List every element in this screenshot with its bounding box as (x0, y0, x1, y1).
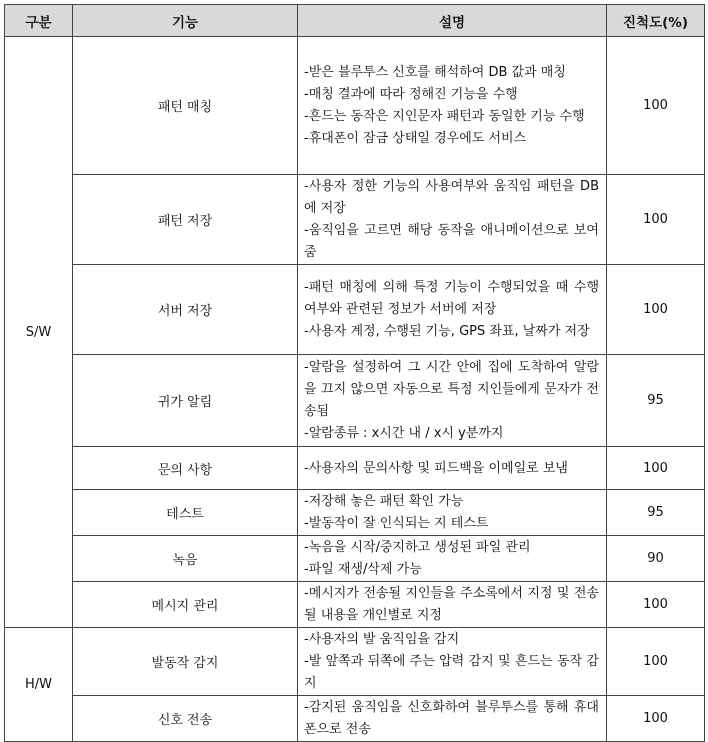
progress-cell: 100 (607, 582, 705, 628)
feature-cell: 발동작 감지 (73, 628, 298, 696)
header-progress: 진척도(%) (607, 5, 705, 37)
progress-cell: 100 (607, 175, 705, 265)
progress-cell: 100 (607, 628, 705, 696)
table-row (5, 175, 705, 265)
description-cell (298, 37, 607, 175)
table-row (5, 490, 705, 536)
table-row (5, 582, 705, 628)
progress-cell: 100 (607, 696, 705, 742)
table-row (5, 536, 705, 582)
header-feature: 기능 (73, 5, 298, 37)
progress-cell: 95 (607, 490, 705, 536)
feature-cell: 문의 사항 (73, 447, 298, 490)
description-line: -녹음을 시작/중지하고 생성된 파일 관리 (304, 540, 531, 555)
feature-cell: 테스트 (73, 490, 298, 536)
description-line: -감지된 움직임을 신호화하여 블루투스를 통해 휴대폰으로 전송 (304, 700, 599, 737)
description-cell (298, 696, 607, 742)
category-cell: S/W (5, 37, 73, 628)
feature-progress-table (4, 4, 705, 742)
description-line: -사용자 정한 기능의 사용여부와 움직임 패턴을 DB에 저장 (304, 179, 599, 216)
description-cell (298, 355, 607, 447)
table-row (5, 447, 705, 490)
description-line: -움직임을 고르면 해당 동작을 애니메이션으로 보여줌 (304, 223, 599, 260)
table-row (5, 265, 705, 355)
description-cell (298, 265, 607, 355)
description-cell (298, 175, 607, 265)
table-row (5, 696, 705, 742)
description-line: -알람을 설정하여 그 시간 안에 집에 도착하여 알람을 끄지 않으면 자동으로 특정 지인들에게 문자가 전송됨 (304, 360, 599, 419)
description-cell (298, 536, 607, 582)
feature-cell: 메시지 관리 (73, 582, 298, 628)
description-cell (298, 447, 607, 490)
description-line: -사용자의 문의사항 및 피드백을 이메일로 보냄 (304, 460, 568, 476)
header-row (5, 5, 705, 37)
feature-cell: 신호 전송 (73, 696, 298, 742)
progress-cell: 95 (607, 355, 705, 447)
progress-cell: 90 (607, 536, 705, 582)
description-line: -사용자의 발 움직임을 감지 (304, 632, 460, 647)
description-line: -받은 블루투스 신호를 해석하여 DB 값과 매칭 (304, 65, 566, 80)
description-line: -휴대폰이 잠금 상태일 경우에도 서비스 (304, 131, 527, 146)
progress-cell: 100 (607, 447, 705, 490)
feature-cell: 패턴 저장 (73, 175, 298, 265)
category-cell: H/W (5, 628, 73, 742)
progress-cell: 100 (607, 265, 705, 355)
feature-cell: 귀가 알림 (73, 355, 298, 447)
description-line: -발 앞쪽과 뒤쪽에 주는 압력 감지 및 흔드는 동작 감지 (304, 654, 599, 691)
description-cell (298, 628, 607, 696)
description-line: -패턴 매칭에 의해 특정 기능이 수행되었을 때 수행여부와 관련된 정보가 서버에 저장 (304, 280, 599, 317)
description-line: -저장해 놓은 패턴 확인 가능 (304, 494, 464, 509)
description-line: -메시지가 전송될 지인들을 주소록에서 지정 및 전송될 내용을 개인별로 지정 (304, 586, 599, 623)
description-line: -발동작이 잘 인식되는 지 테스트 (304, 516, 489, 531)
feature-cell: 서버 저장 (73, 265, 298, 355)
description-line: -알람종류 : x시간 내 / x시 y분까지 (304, 426, 504, 441)
description-line: -사용자 계정, 수행된 기능, GPS 좌표, 날짜가 저장 (304, 324, 590, 339)
table-row (5, 37, 705, 175)
description-cell (298, 490, 607, 536)
table-row (5, 628, 705, 696)
progress-cell: 100 (607, 37, 705, 175)
table-row (5, 355, 705, 447)
description-cell (298, 582, 607, 628)
header-description: 설명 (298, 5, 607, 37)
feature-cell: 녹음 (73, 536, 298, 582)
description-line: -매칭 결과에 따라 정해진 기능을 수행 (304, 87, 518, 102)
description-line: -파일 재생/삭제 가능 (304, 562, 422, 577)
feature-cell: 패턴 매칭 (73, 37, 298, 175)
description-line: -흔드는 동작은 지인문자 패턴과 동일한 기능 수행 (304, 109, 585, 124)
header-category: 구분 (5, 5, 73, 37)
